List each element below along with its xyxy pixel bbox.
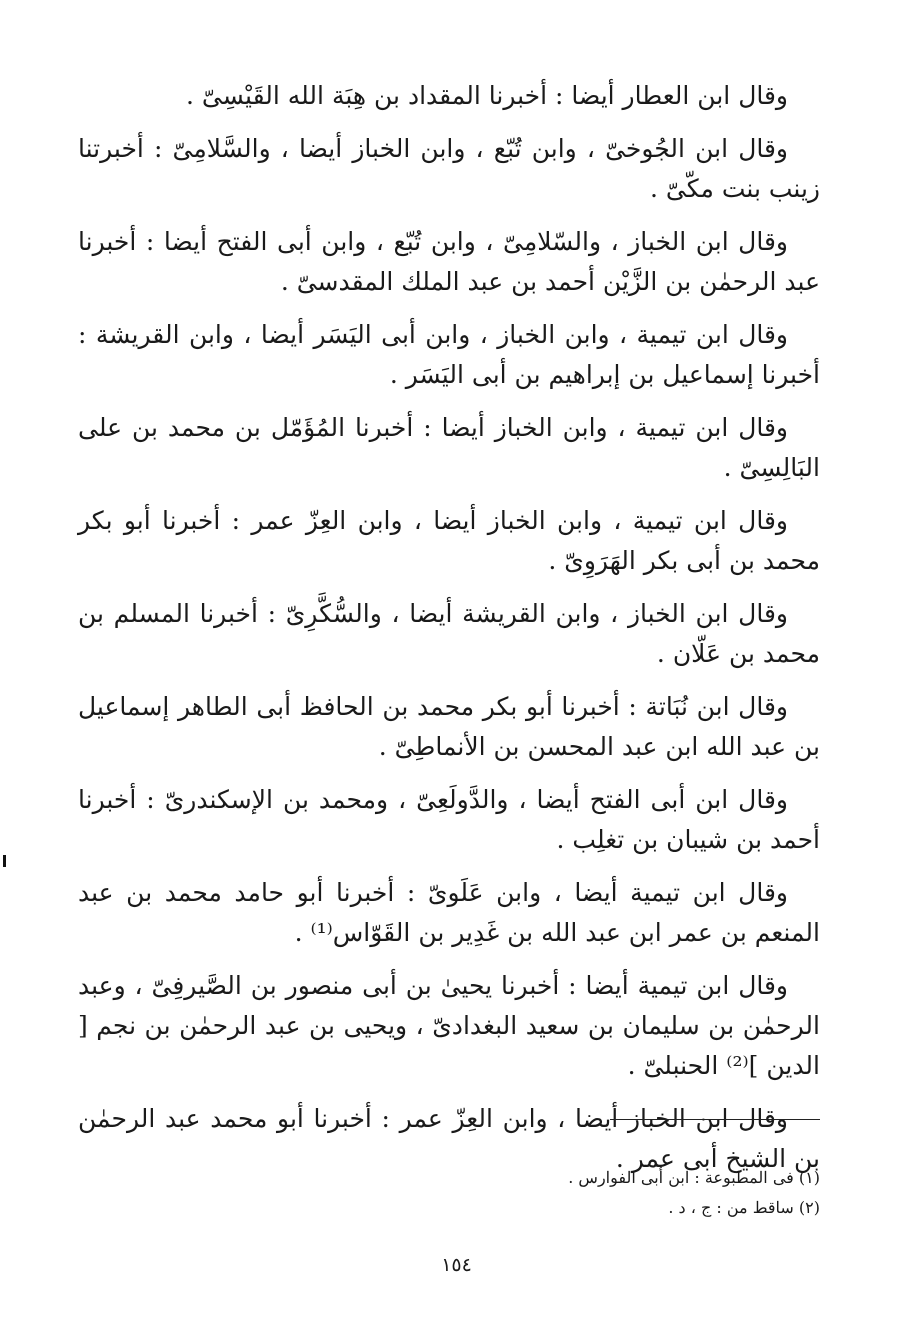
margin-mark xyxy=(3,855,6,867)
footnote: (١) فى المطبوعة : ابن أبى الفوارس . xyxy=(568,1168,820,1187)
main-text xyxy=(78,76,820,1192)
footnote-divider xyxy=(610,1119,820,1120)
paragraph: وقال ابن العطار أيضا : أخبرنا المقداد بن هِبَة الله القَيْسِىّ . xyxy=(186,81,788,110)
paragraph: وقال ابن الخباز ، وابن القريشة أيضا ، والسُّكَّرِىّ : أخبرنا المسلم بن محمد بن عَلّان . xyxy=(78,599,820,668)
paragraph: وقال ابن أبى الفتح أيضا ، والدَّولَعِىّ ، ومحمد بن الإسكندرىّ : أخبرنا أحمد بن شيبان بن تغلِب . xyxy=(78,785,820,854)
paragraph: وقال ابن تيمية ، وابن الخباز أيضا : أخبرنا المُؤَمّل بن محمد بن على البَالِسِىّ . xyxy=(78,413,820,482)
paragraph: وقال ابن الجُوخىّ ، وابن تُبّع ، وابن الخباز أيضا ، والسَّلامِىّ : أخبرتنا زينب بنت مكّىّ . xyxy=(78,134,820,203)
footnotes xyxy=(78,1163,820,1223)
paragraph: وقال ابن الخباز ، والسّلامِىّ ، وابن تُبّع ، وابن أبى الفتح أيضا : أخبرنا عبد الرحمٰن بن الزَّيْن أحمد بن عبد الملك المقدسىّ . xyxy=(78,227,820,296)
paragraph: وقال ابن تيمية ، وابن الخباز أيضا ، وابن العِزّ عمر : أخبرنا أبو بكر محمد بن أبى بكر الهَرَوِىّ . xyxy=(78,506,820,575)
page-number: ١٥٤ xyxy=(441,1254,472,1276)
paragraph: وقال ابن تيمية ، وابن الخباز ، وابن أبى اليَسَر أيضا ، وابن القريشة : أخبرنا إسماعيل بن إبراهيم بن أبى اليَسَر . xyxy=(78,320,820,389)
paragraph: وقال ابن نُبَاتة : أخبرنا أبو بكر محمد بن الحافظ أبى الطاهر إسماعيل بن عبد الله ابن عبد المحسن بن الأنماطِىّ . xyxy=(78,692,820,761)
paragraph: وقال ابن تيمية أيضا ، وابن عَلَوىّ : أخبرنا أبو حامد محمد بن عبد المنعم بن عمر ابن عبد الله بن غَدِير بن القَوّاس⁽¹⁾ . xyxy=(78,878,820,947)
footnote: (٢) ساقط من : ج ، د . xyxy=(668,1198,820,1217)
paragraph: وقال ابن الخباز أيضا ، وابن العِزّ عمر : أخبرنا أبو محمد عبد الرحمٰن بن الشيخ أبى عمر . xyxy=(78,1104,820,1173)
paragraph: وقال ابن تيمية أيضا : أخبرنا يحيىٰ بن أبى منصور بن الصَّيرفِىّ ، وعبد الرحمٰن بن سليمان بن سعيد البغدادىّ ، ويحيى بن عبد الرحمٰن بن نجم [ الدين ]⁽²⁾ الحنبلىّ . xyxy=(78,971,820,1080)
